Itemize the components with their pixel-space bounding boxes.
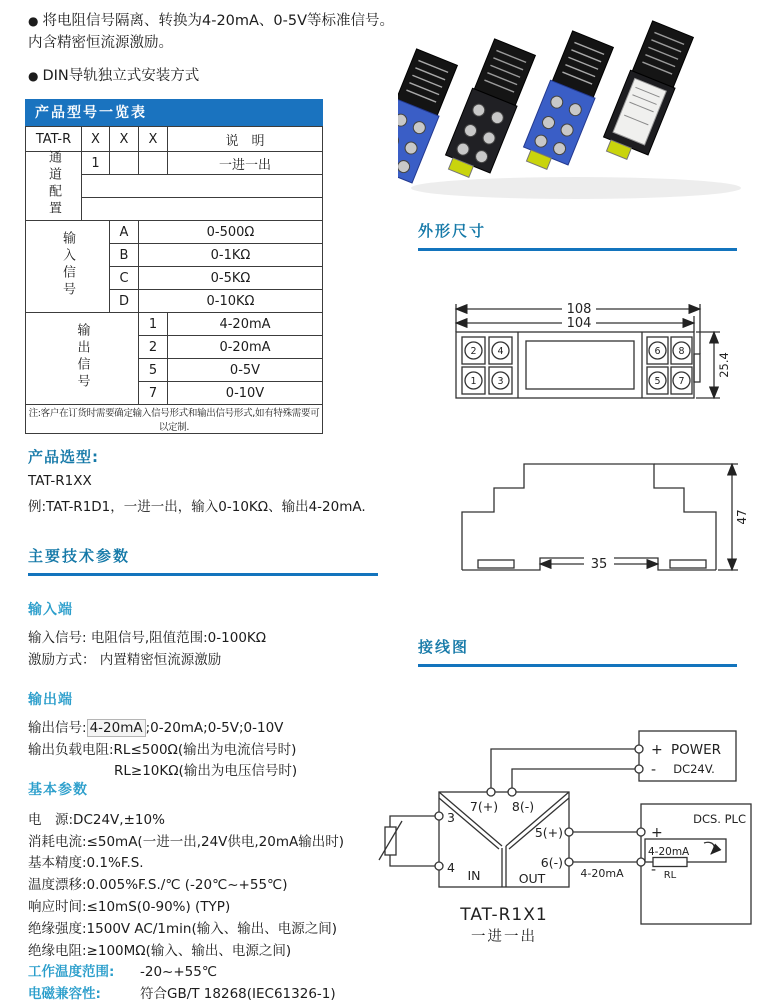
output-desc: 0-20mA [168,336,323,359]
input-group-vtext: 输入信号 [60,230,75,299]
terminal-7-label: 7 [678,376,685,387]
tech-heading: 主要技术参数 [28,547,131,565]
empty-cell [82,175,323,198]
empty-cell [110,152,139,175]
channel-desc: 一进一出 [168,152,323,175]
tech-heading-block [28,545,378,576]
table-note-row [26,405,323,434]
product-photo [398,8,754,206]
bullet-icon: ● [28,68,39,83]
param-line: 输入信号: 电阻信号,阻值范围:0-100KΩ [28,629,267,646]
terminal-6-minus-label: 6(-) [540,855,563,870]
dim-47-label: 47 [735,509,749,525]
header-x1: X [82,127,110,152]
power-minus-sign: - [651,762,657,778]
output-code: 7 [139,382,168,405]
param-line: 绝缘电阻:≥100MΩ(输入、输出、电源之间) [28,942,292,959]
dim-35-label: 35 [590,557,608,572]
selection-section [28,446,400,515]
power-plus-sign: + [651,742,663,758]
input-code: D [110,290,139,313]
dim-25-4-label: 25.4 [717,352,731,378]
basic-params-group [28,780,414,1006]
param-label: 电磁兼容性: [28,986,101,1003]
output-params-group [28,690,414,783]
wiring-caption-model: TAT-R1X1 [460,905,548,925]
param-line [28,962,414,984]
output-signal-highlight: 4-20mA [87,719,146,737]
terminal-7-plus-label: 7(+) [469,799,499,814]
table-header-row [26,127,323,152]
input-params-heading: 输入端 [28,602,73,618]
wiring-heading: 接线图 [418,638,470,656]
outline-heading: 外形尺寸 [418,222,487,240]
channel-group-vtext: 通道配置 [46,150,61,218]
param-line: 基本精度:0.1%F.S. [28,855,144,872]
empty-cell [82,198,323,221]
terminal-5-label: 5 [654,376,661,387]
dcs-loop-label: 4-20mA [648,846,690,858]
param-line: 输出负载电阻:RL≤500Ω(输出为电流信号时) [28,741,297,758]
empty-cell [139,152,168,175]
intro-section [28,10,402,97]
bullet-icon: ● [28,14,39,28]
param-value: 符合GB/T 18268(IEC61326-1) [140,986,336,1003]
terminal-4-label: 4 [497,346,504,357]
output-code: 2 [139,336,168,359]
table-note: 注:客户在订货时需要确定输入信号形式和输出信号形式,如有特殊需要可以定制. [26,405,323,434]
channel-code: 1 [82,152,110,175]
input-group-label [26,221,110,313]
terminal-1-label: 1 [470,376,477,387]
intro-text-2: DIN导轨独立式安装方式 [42,67,200,84]
outline-side-view [442,438,752,590]
param-value: -20~+55℃ [140,964,218,981]
input-desc: 0-5KΩ [139,267,323,290]
param-line: 消耗电流:≤50mA(一进一出,24V供电,20mA输出时) [28,833,345,850]
terminal-8-minus-label: 8(-) [511,799,535,814]
header-x3: X [139,127,168,152]
rl-label: RL [663,870,677,881]
param-line [28,718,414,740]
param-line: 响应时间:≤10mS(0-90%) (TYP) [28,898,231,915]
wiring-diagram [374,692,759,962]
dcs-title: DCS. PLC [693,812,746,826]
table-row [26,313,323,336]
header-series: TAT-R [26,127,82,152]
input-code: C [110,267,139,290]
wiring-heading-block [418,636,737,667]
output-desc: 0-5V [168,359,323,382]
output-signal-prefix: 输出信号: [28,719,87,736]
outline-heading-block [418,220,737,251]
power-voltage: DC24V. [673,762,715,776]
param-label: 工作温度范围: [28,964,115,981]
input-params-group [28,600,414,671]
dim-104-label: 104 [566,316,592,331]
terminal-6-label: 6 [654,346,661,357]
out-label: OUT [518,871,546,886]
param-line: 绝缘强度:1500V AC/1min(输入、输出、电源之间) [28,920,337,937]
input-desc: 0-500Ω [139,221,323,244]
param-line: 电 源:DC24V,±10% [28,811,165,828]
in-label: IN [467,868,481,883]
terminal-2-label: 2 [470,346,477,357]
header-desc: 说 明 [168,127,323,152]
terminal-8-label: 8 [678,346,685,357]
output-desc: 4-20mA [168,313,323,336]
intro-text-1: 将电阻信号隔离、转换为4-20mA、0-5V等标准信号。内含精密恒流源激励。 [28,13,395,52]
output-group-label [26,313,139,405]
selection-example: 例:TAT-R1D1，一进一出，输入0-10KΩ、输出4-20mA. [28,499,366,515]
param-line: 温度漂移:0.005%F.S./℃ (-20℃~+55℃) [28,877,288,894]
heading-rule [28,573,378,576]
intro-bullet-1 [28,10,402,55]
header-x2: X [110,127,139,152]
output-params-heading: 输出端 [28,692,73,708]
module-black [441,38,537,184]
module-black-labeled [599,20,695,166]
input-desc: 0-1KΩ [139,244,323,267]
model-table-title: 产品型号一览表 [25,99,323,126]
terminal-3-label: 3 [497,376,504,387]
param-line: 激励方式： 内置精密恒流源激励 [28,651,222,668]
dim-108-label: 108 [566,302,592,317]
terminal-5-plus-label: 5(+) [534,825,563,840]
outline-top-view [442,296,752,428]
module-blue [519,30,615,176]
output-signal-rest: ;0-20mA;0-5V;0-10V [145,719,284,736]
param-line: RL≥10KΩ(输出为电压信号时) [114,763,298,780]
selection-heading: 产品选型: [28,448,99,466]
wiring-caption-desc: 一进一出 [471,929,537,945]
output-group-vtext: 输出信号 [74,322,90,391]
terminal-3-label: 3 [447,810,455,825]
basic-params-heading: 基本参数 [28,782,88,798]
table-row [26,152,323,175]
input-code: B [110,244,139,267]
output-code: 5 [139,359,168,382]
power-title: POWER [670,742,722,758]
photo-shadow [411,177,741,199]
wire-current-label: 4-20mA [580,867,624,880]
selection-model: TAT-R1XX [28,473,92,489]
heading-rule [418,248,737,251]
input-code: A [110,221,139,244]
output-code: 1 [139,313,168,336]
module-blue-front [398,48,459,194]
model-table-section [25,99,323,434]
table-row [26,221,323,244]
channel-group-label [26,152,82,221]
model-table [25,126,323,434]
dcs-plus-sign: + [651,825,663,841]
dcs-minus-sign: - [651,862,657,878]
heading-rule [418,664,737,667]
terminal-4-label: 4 [447,860,455,875]
output-desc: 0-10V [168,382,323,405]
input-desc: 0-10KΩ [139,290,323,313]
intro-bullet-2 [28,65,402,87]
